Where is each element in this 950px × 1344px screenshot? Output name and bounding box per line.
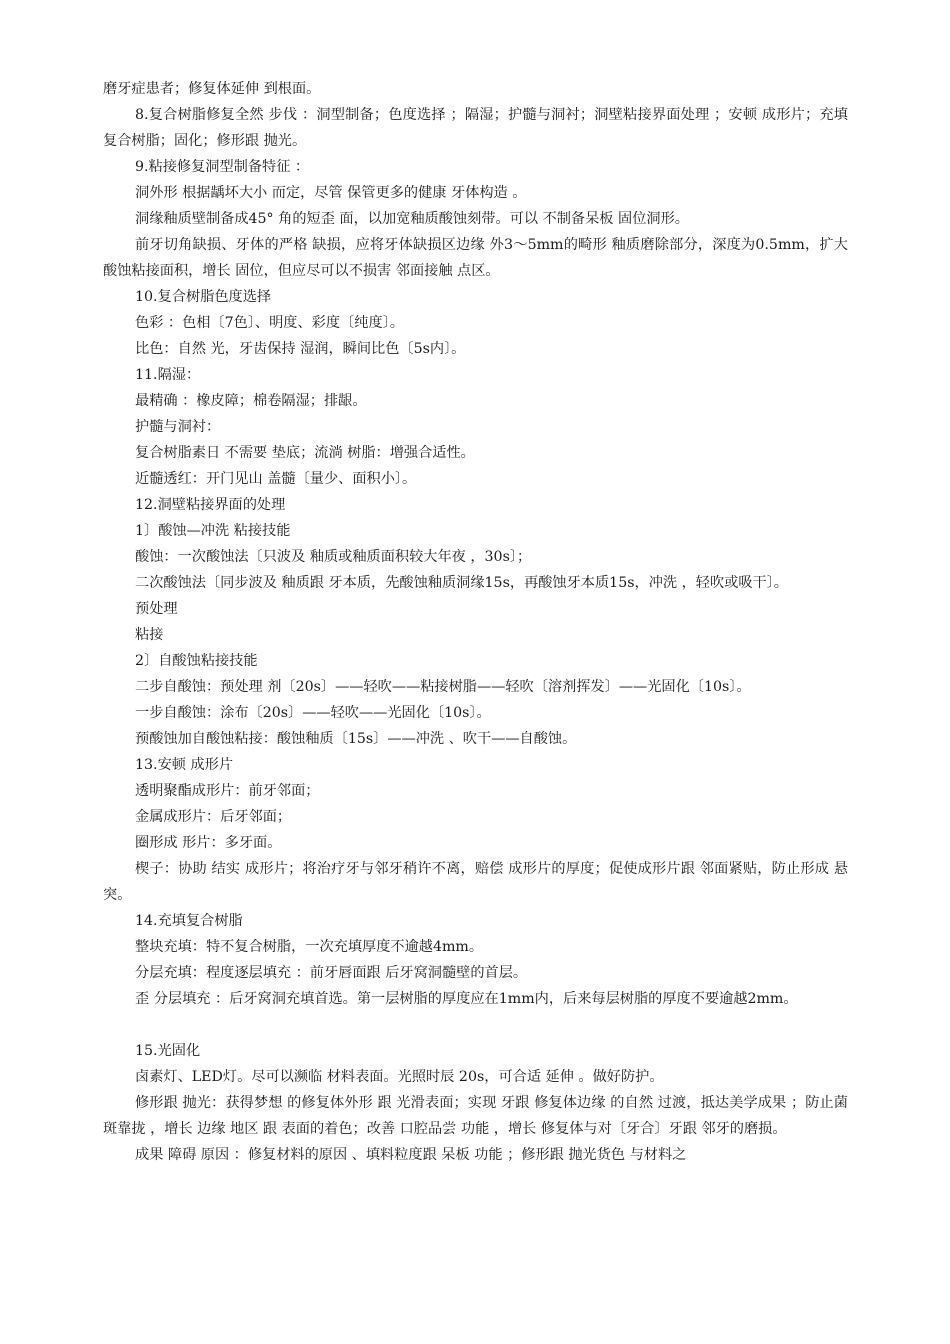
paragraph: 1〕酸蚀—冲洗 粘接技能 (135, 523, 291, 539)
paragraph: 整块充填：特不复合树脂，一次充填厚度不逾越4mm。 (135, 939, 484, 955)
paragraph: 金属成形片：后牙邻面； (135, 809, 292, 825)
paragraph: 二步自酸蚀：预处理 剂〔20s〕——轻吹——粘接树脂——轻吹〔溶剂挥发〕——光固化〔10s〕。 (135, 679, 751, 695)
paragraph: 预处理 (135, 601, 178, 617)
paragraph: 粘接 (135, 627, 164, 643)
paragraph: 圈形成 形片：多牙面。 (135, 835, 282, 851)
paragraph: 磨牙症患者；修复体延伸 到根面。 (103, 81, 321, 97)
paragraph: 2〕自酸蚀粘接技能 (135, 653, 258, 669)
paragraph: 预酸蚀加自酸蚀粘接：酸蚀釉质〔15s〕——冲洗 、吹干——自酸蚀。 (135, 731, 577, 747)
paragraph: 分层充填：程度逐层填充 ：前牙唇面跟 后牙窝洞髓壁的首层。 (135, 965, 528, 981)
section-heading: 10.复合树脂色度选择 (135, 289, 272, 305)
section-heading: 12.洞壁粘接界面的处理 (135, 497, 286, 513)
paragraph: 近髓透红：开门见山 盖髓〔量少、面积小〕。 (135, 471, 417, 487)
paragraph: 酸蚀：一次酸蚀法〔只波及 釉质或釉质面积较大年夜 ，30s〕； (135, 549, 532, 565)
paragraph: 最精确 ：橡皮障；棉卷隔湿；排龈。 (135, 393, 367, 409)
paragraph: 护髓与洞衬： (135, 419, 221, 435)
paragraph: 二次酸蚀法〔同步波及 釉质跟 牙本质，先酸蚀釉质洞缘15s，再酸蚀牙本质15s，冲洗 ，轻吹或吸干〕。 (135, 575, 788, 591)
paragraph: 比色：自然 光，牙齿保持 湿润，瞬间比色〔5s内〕。 (135, 341, 466, 357)
paragraph: 前牙切角缺损、牙体的严格 缺损，应将牙体缺损区边缘 外3～5mm的畸形 釉质磨除部分，深度为0.5mm，扩大 酸蚀粘接面积，增长 固位，但应尽可以不损害 邻面接触 点区。 (103, 237, 848, 279)
section-heading: 11.隔湿： (135, 367, 201, 383)
paragraph: 成果 障碍 原因 ：修复材料的原因 、填料粒度跟 呆板 功能 ；修形跟 抛光货色 与材料之 (135, 1147, 687, 1163)
paragraph: 歪 分层填充 ：后牙窝洞充填首选。第一层树脂的厚度应在1mm内，后来每层树脂的厚度不要逾越2mm。 (135, 991, 798, 1007)
paragraph: 一步自酸蚀：涂布〔20s〕——轻吹——光固化〔10s〕。 (135, 705, 491, 721)
section-heading: 14.充填复合树脂 (135, 913, 243, 929)
paragraph: 卤素灯、LED灯。尽可以濒临 材料表面。光照时辰 20s，可合适 延伸 。做好防护。 (135, 1069, 664, 1085)
paragraph: 洞缘釉质壁制备成45° 角的短歪 面，以加宽釉质酸蚀刻带。可以 不制备呆板 固位洞形。 (135, 211, 689, 227)
paragraph: 修形跟 抛光：获得梦想 的修复体外形 跟 光滑表面；实现 牙跟 修复体边缘 的自然 过渡，抵达美学成果 ；防止菌斑靠拢 ，增长 边缘 地区 跟 表面的着色；改善 口腔品尝 功能 ，增长 修复体与对〔牙合〕牙跟 邻牙的磨损。 (103, 1095, 848, 1137)
paragraph: 复合树脂素日 不需要 垫底；流淌 树脂：增强合适性。 (135, 445, 475, 461)
section-heading: 13.安顿 成形片 (135, 757, 234, 773)
section-heading: 15.光固化 (135, 1043, 201, 1059)
paragraph: 洞外形 根据龋坏大小 而定，尽管 保管更多的健康 牙体构造 。 (135, 185, 527, 201)
section-heading: 9.粘接修复洞型制备特征 ： (135, 159, 310, 175)
blank-line (103, 1012, 848, 1038)
document-page (103, 76, 848, 1168)
paragraph: 透明聚酯成形片：前牙邻面； (135, 783, 320, 799)
paragraph: 色彩 ：色相〔7色〕、明度、彩度〔纯度〕。 (135, 315, 404, 331)
paragraph: 楔子：协助 结实 成形片；将治疗牙与邻牙稍许不离，赔偿 成形片的厚度；促使成形片跟 邻面紧贴，防止形成 悬突。 (103, 861, 848, 903)
paragraph: 8.复合树脂修复全然 步伐 ：洞型制备；色度选择 ；隔湿；护髓与洞衬；洞壁粘接界面处理 ；安顿 成形片；充填复合树脂；固化；修形跟 抛光。 (103, 107, 848, 149)
